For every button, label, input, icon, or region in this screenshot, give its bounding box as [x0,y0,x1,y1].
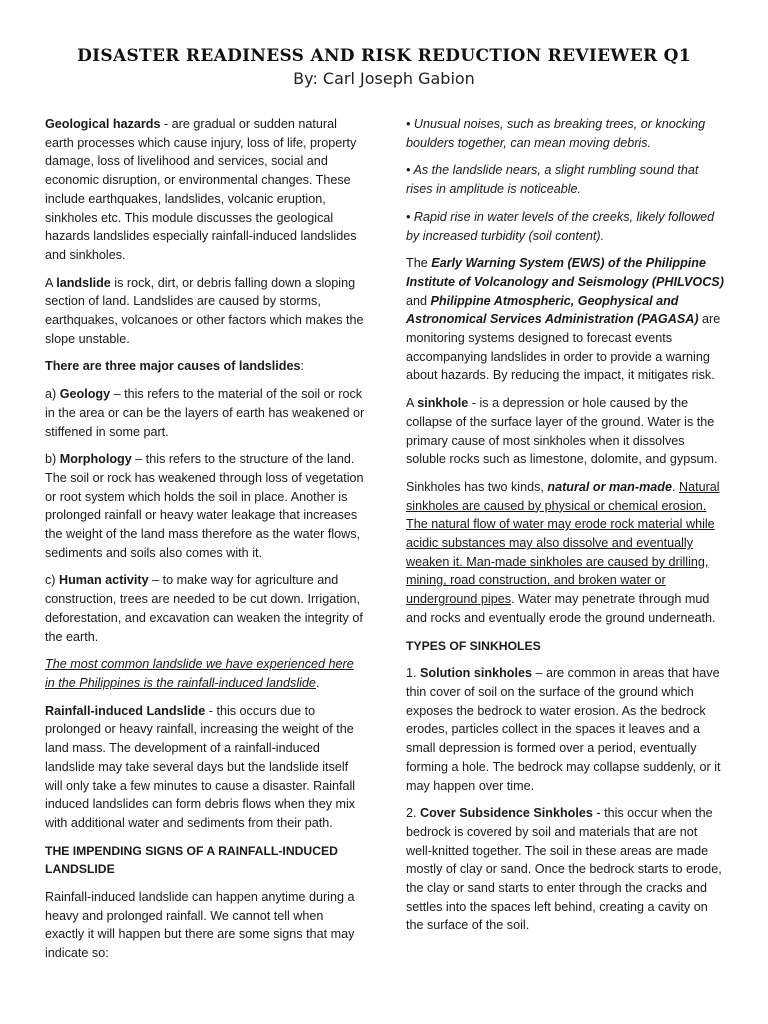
landslide-paragraph [45,274,365,349]
text: . Water may penetrate through mud and rocks and eventually erode the ground underneath. [406,592,716,625]
term: Philippine Atmospheric, Geophysical and Astronomical Services Administration (PAGASA) [406,293,699,327]
ews-paragraph [406,254,726,385]
term: Human activity [59,573,149,588]
text: 2. [406,806,421,821]
text: – to make way for agriculture and construction, trees are needed to be cut down. Irrigation, deforestation, and excavation can weaken the integrity of the earth. [45,573,363,644]
text: Natural sinkholes are caused by physical or chemical erosion. The natural flow of water may erode rock material while acidic substances may also dissolve and eventually weaken it. Man-made sinkholes are caused by drilling, mining, road construction, and broken water or underground pipes [406,479,720,607]
text: a) [45,387,60,402]
text: - this occurs due to prolonged or heavy rainfall, increasing the weight of the land mass. The development of a rainfall-induced landslide may take several days but the landslide itself will only take a few minutes to cause a disaster. Rainfall induced landslides can form debris flows when they mix with additional water and sediments from their path. [45,703,356,830]
text: : [300,359,304,374]
term: Solution sinkholes [420,666,532,681]
signs-paragraph: Rainfall-induced landslide can happen anytime during a heavy and prolonged rainfall. We cannot tell when exactly it will happen but there are some signs that may indicate so: [45,890,355,961]
author-line: By: Carl Joseph Gabion [293,69,475,88]
types-heading: TYPES OF SINKHOLES [406,638,541,653]
text: A [406,396,418,411]
text: A [45,275,57,290]
human-activity-paragraph [45,571,365,646]
sinkhole-paragraph [406,394,726,469]
text: are monitoring systems designed to forecast events accompanying landslides in order to provide a warning about hazards. By reducing the impact, it mitigates risk. [406,312,721,383]
geological-hazards-paragraph [45,115,365,265]
term: Geology [59,387,111,402]
term: Early Warning System (EWS) of the Philippine Institute of Volcanology and Seismology (PHILVOCS) [406,256,724,289]
sinkhole-kinds-paragraph [406,478,726,628]
common-landslide-note [45,655,365,692]
text: . [671,479,679,494]
text: . [315,675,320,690]
cover-subsidence-paragraph [406,804,726,935]
geology-paragraph [45,385,365,441]
term: Morphology [59,452,132,467]
rainfall-landslide-paragraph [45,702,365,833]
morphology-paragraph [45,450,365,562]
text: - are gradual or sudden natural earth processes which cause injury, loss of life, property damage, loss of livelihood and services, social and economic disruption, or environmental changes. These include earthquakes, landslides, volcanic eruption, sinkholes etc. This module discusses the geological hazards landslides especially rainfall-induced landslides and sinkholes. [45,117,357,262]
page-title: DISASTER READINESS AND RISK REDUCTION REVIEWER Q1 [77,46,691,66]
text: The most common landslide we have experienced here in the Philippines is the rainfall-induced landslide [45,657,354,690]
term: sinkhole [417,396,469,411]
text: - is a depression or hole caused by the collapse of the surface layer of the ground. Water is the primary cause of most sinkholes when it dissolves soluble rocks such as limestone, dolomite, and gypsum. [406,396,718,467]
sign-bullet: • Rapid rise in water levels of the creeks, likely followed by increased turbidity (soil content). [406,209,715,243]
text: - this occur when the bedrock is covered by soil and materials that are not well-knitted together. The soil in these areas are made mostly of clay or sand. Once the bedrock starts to erode, the clay or sand starts to enter through the cracks and settles into the spaces left behind, creating a cavity on the surface of the soil. [406,806,722,933]
text: Sinkholes has two kinds, [406,479,548,494]
sign-bullet: • As the landslide nears, a slight rumbling sound that rises in amplitude is noticeable. [406,163,699,197]
term: landslide [56,275,111,290]
text: – this refers to the material of the soil or rock in the area or can be the layers of earth has weakened or stiffened in some part. [45,387,365,439]
text: b) [45,452,60,467]
term: natural or man-made [547,479,672,494]
text: and [406,293,431,308]
text: The [406,256,432,271]
term: Geological hazards [45,117,161,131]
text: 1. [406,666,421,681]
text: is rock, dirt, or debris falling down a sloping section of land. Landslides are caused by storms, earthquakes, volcanoes or other factors which makes the slope unstable. [45,275,364,346]
term: Cover Subsidence Sinkholes [420,806,593,821]
signs-heading: THE IMPENDING SIGNS OF A RAINFALL-INDUCED LANDSLIDE [45,843,338,877]
text: c) [45,573,59,588]
sign-bullet: • Unusual noises, such as breaking trees, or knocking boulders together, can mean moving debris. [406,117,706,150]
text: – this refers to the structure of the land. The soil or rock has weakened through loss of vegetation or root system which holds the soil in place. Another is prolonged rainfall or heavy water leakage that increases the weight of the land mass therefore as the water flows, sediments and soils also comes with it. [45,452,364,560]
text: There are three major causes of landslides [45,359,301,374]
term: Rainfall-induced Landslide [45,703,206,718]
left-column [45,115,365,972]
right-column [406,115,726,944]
text: – are common in areas that have thin cover of soil on the surface of the ground which exposes the bedrock to water erosion. As the bedrock erodes, particles collect in the spaces it leaves and a small depression is formed over a period, eventually forming a hole. The bedrock may collapse suddenly, or it may happen over time. [406,666,721,793]
causes-heading [45,357,365,376]
solution-sinkholes-paragraph [406,664,726,795]
